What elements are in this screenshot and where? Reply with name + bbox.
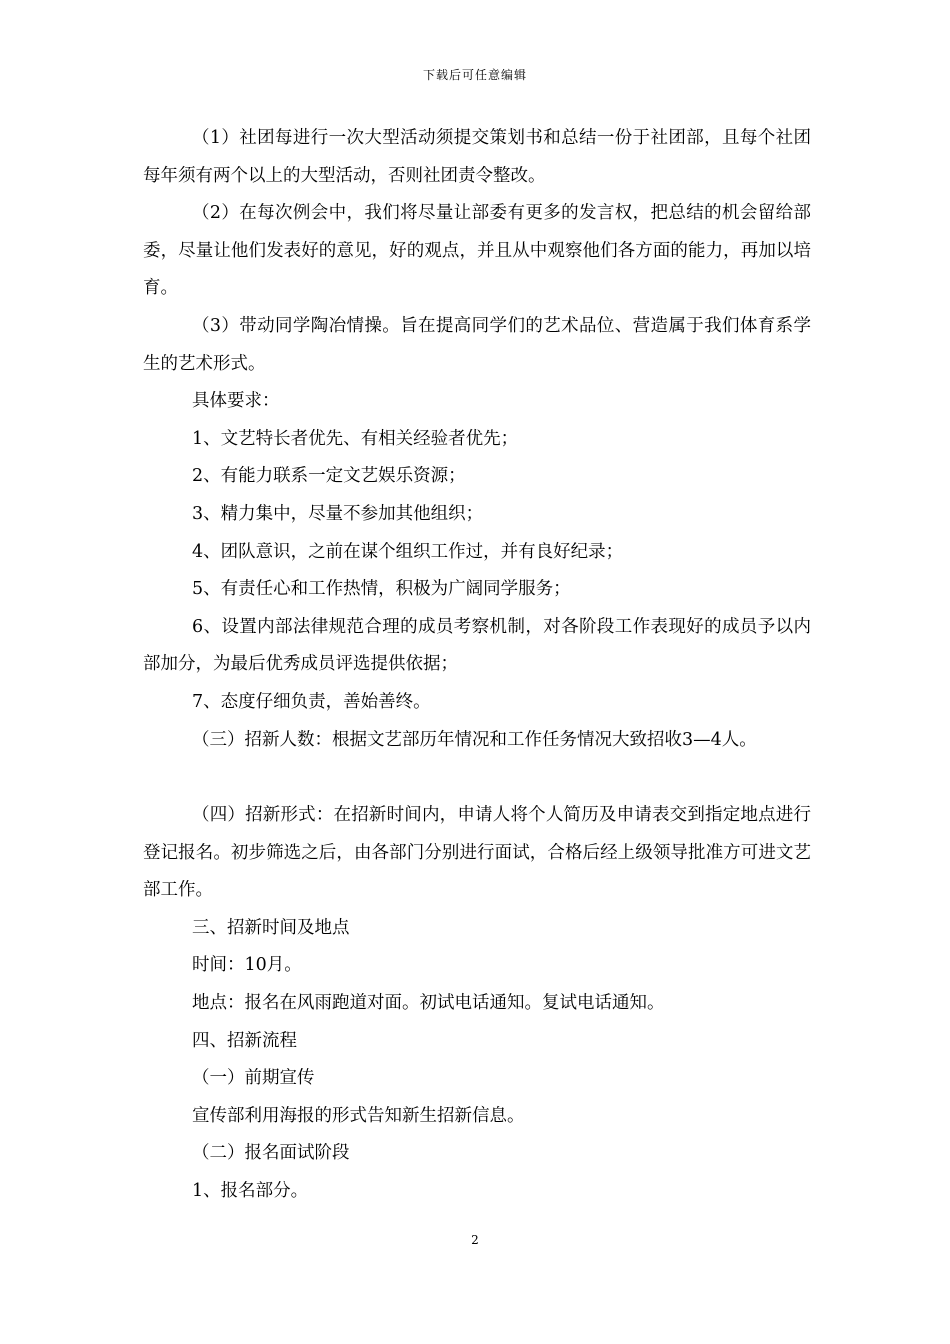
paragraph: 具体要求： [192, 391, 280, 412]
paragraph: 宣传部利用海报的形式告知新生招新信息。 [192, 1105, 525, 1126]
paragraph: 时间：10月。 [192, 955, 302, 976]
paragraph: 地点：报名在风雨跑道对面。初试电话通知。复试电话通知。 [192, 993, 665, 1014]
paragraph: （四）招新形式：在招新时间内，申请人将个人简历及申请表交到指定地点进行登记报名。初步筛选之后，由各部门分别进行面试，合格后经上级领导批准方可进文艺部工作。 [143, 805, 811, 901]
subsection-heading: （一）前期宣传 [192, 1068, 315, 1089]
requirement-item: 7、态度仔细负责，善始善终。 [192, 691, 431, 712]
paragraph: （3）带动同学陶冶情操。旨在提高同学们的艺术品位、营造属于我们体育系学生的艺术形式。 [143, 315, 811, 374]
section-heading: 四、招新流程 [192, 1030, 297, 1051]
requirement-item: 5、有责任心和工作热情，积极为广阔同学服务； [192, 579, 571, 600]
paragraph: （2）在每次例会中，我们将尽量让部委有更多的发言权，把总结的机会留给部委，尽量让他们发表好的意见，好的观点，并且从中观察他们各方面的能力，再加以培育。 [143, 203, 811, 299]
requirement-item: 3、精力集中，尽量不参加其他组织； [192, 503, 484, 524]
paragraph: （三）招新人数：根据文艺部历年情况和工作任务情况大致招收3—4人。 [192, 729, 757, 750]
paragraph: （1）社团每进行一次大型活动须提交策划书和总结一份于社团部，且每个社团每年须有两个以上的大型活动，否则社团责令整改。 [143, 128, 811, 186]
page-number: 2 [471, 1233, 479, 1247]
requirement-item: 2、有能力联系一定文艺娱乐资源； [192, 466, 466, 487]
requirement-item: 1、文艺特长者优先、有相关经验者优先； [192, 428, 519, 449]
paragraph: 1、报名部分。 [192, 1181, 309, 1202]
requirement-item: 4、团队意识，之前在谋个组织工作过，并有良好纪录； [192, 541, 624, 562]
requirement-item: 6、设置内部法律规范合理的成员考察机制，对各阶段工作表现好的成员予以内部加分，为最后优秀成员评选提供依据； [143, 616, 811, 675]
document-body [143, 120, 811, 1211]
section-heading: 三、招新时间及地点 [192, 917, 350, 938]
subsection-heading: （二）报名面试阶段 [192, 1143, 350, 1164]
page-header: 下载后可任意编辑 [422, 68, 527, 82]
